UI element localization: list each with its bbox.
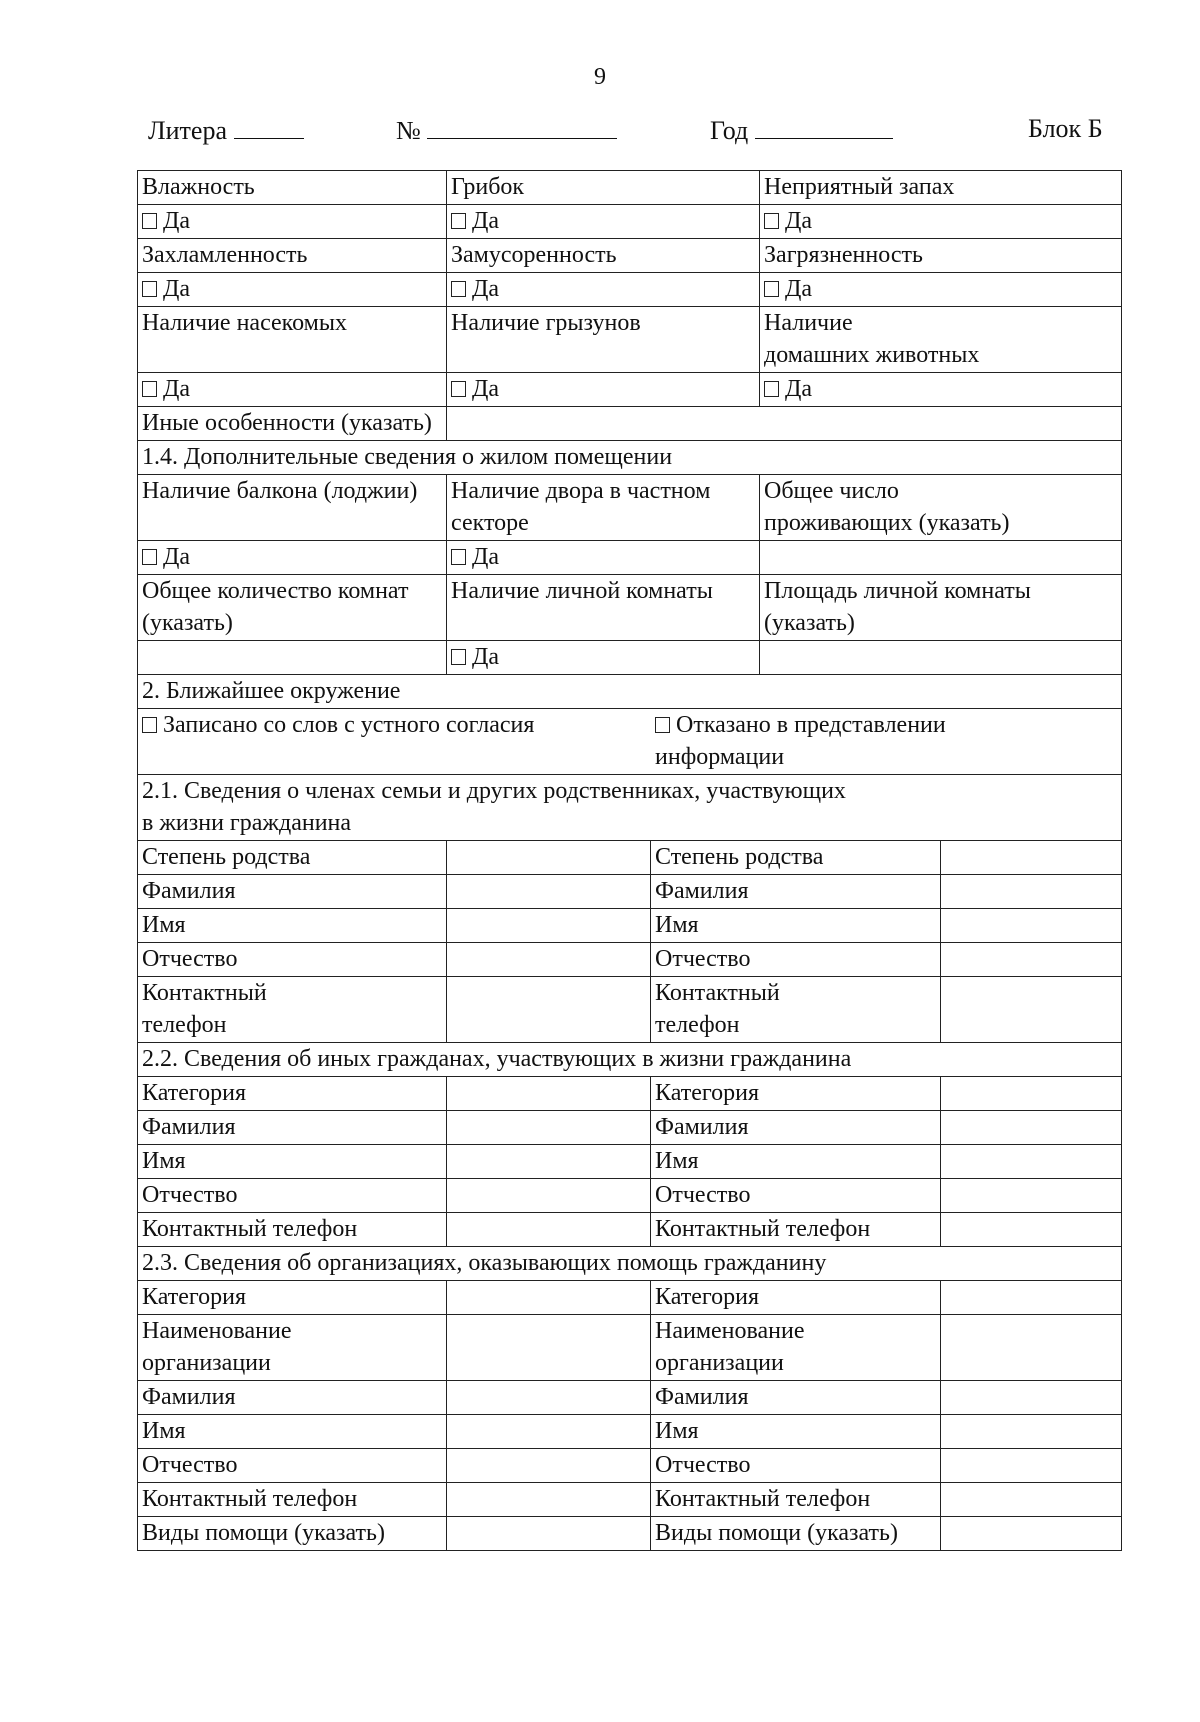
name-label: Имя bbox=[138, 1415, 447, 1449]
table-row bbox=[138, 575, 1122, 641]
name-label: Имя bbox=[651, 1415, 941, 1449]
patronymic-input[interactable] bbox=[941, 1179, 1122, 1213]
pollution-label: Загрязненность bbox=[760, 239, 1122, 273]
table-row bbox=[138, 407, 1122, 441]
phone-input[interactable] bbox=[941, 1483, 1122, 1517]
table-row bbox=[138, 1111, 1122, 1145]
rooms-label: Общее количество комнат (указать) bbox=[138, 575, 447, 641]
pollution-checkbox[interactable]: Да bbox=[760, 273, 1122, 307]
category-input[interactable] bbox=[941, 1281, 1122, 1315]
category-label: Категория bbox=[138, 1281, 447, 1315]
table-row bbox=[138, 641, 1122, 675]
table-row bbox=[138, 1517, 1122, 1551]
table-row bbox=[138, 1043, 1122, 1077]
litera-field bbox=[148, 114, 304, 146]
balcony-label: Наличие балкона (лоджии) bbox=[138, 475, 447, 541]
checkbox-icon bbox=[655, 717, 670, 733]
phone-label: Контактный телефон bbox=[651, 1213, 941, 1247]
room-area-label: Площадь личной комнаты (указать) bbox=[760, 575, 1122, 641]
surname-input[interactable] bbox=[447, 875, 651, 909]
pets-checkbox[interactable]: Да bbox=[760, 373, 1122, 407]
category-label: Категория bbox=[651, 1281, 941, 1315]
checkbox-icon bbox=[451, 549, 466, 565]
clutter-label: Захламленность bbox=[138, 239, 447, 273]
personal-room-checkbox[interactable]: Да bbox=[447, 641, 760, 675]
year-field bbox=[710, 114, 893, 146]
name-label: Имя bbox=[138, 1145, 447, 1179]
name-input[interactable] bbox=[447, 1415, 651, 1449]
surname-label: Фамилия bbox=[138, 1381, 447, 1415]
patronymic-input[interactable] bbox=[447, 943, 651, 977]
phone-input[interactable] bbox=[447, 977, 651, 1043]
year-label: Год bbox=[710, 116, 749, 145]
category-input[interactable] bbox=[447, 1077, 651, 1111]
phone-label: Контактный телефон bbox=[138, 1213, 447, 1247]
table-row bbox=[138, 205, 1122, 239]
section-2-title: 2. Ближайшее окружение bbox=[138, 675, 1122, 709]
table-row bbox=[138, 171, 1122, 205]
litera-input[interactable] bbox=[234, 114, 304, 139]
phone-label: Контактный телефон bbox=[138, 1483, 447, 1517]
surname-input[interactable] bbox=[447, 1111, 651, 1145]
phone-label: Контактный телефон bbox=[651, 1483, 941, 1517]
surname-input[interactable] bbox=[941, 1381, 1122, 1415]
table-row bbox=[138, 541, 1122, 575]
patronymic-input[interactable] bbox=[941, 943, 1122, 977]
org-name-label: Наименование организации bbox=[138, 1315, 447, 1381]
category-label: Категория bbox=[651, 1077, 941, 1111]
page-number: 9 bbox=[594, 64, 606, 90]
section-2-1-title: 2.1. Сведения о членах семьи и других родственниках, участвующих в жизни гражданина bbox=[138, 775, 1122, 841]
table-row bbox=[138, 909, 1122, 943]
patronymic-label: Отчество bbox=[138, 943, 447, 977]
name-input[interactable] bbox=[447, 909, 651, 943]
table-row bbox=[138, 1449, 1122, 1483]
section-1-4-title: 1.4. Дополнительные сведения о жилом помещении bbox=[138, 441, 1122, 475]
name-input[interactable] bbox=[941, 1145, 1122, 1179]
table-row bbox=[138, 239, 1122, 273]
checkbox-icon bbox=[451, 281, 466, 297]
rodents-label: Наличие грызунов bbox=[447, 307, 760, 373]
residents-label: Общее число проживающих (указать) bbox=[760, 475, 1122, 541]
table-row bbox=[138, 1381, 1122, 1415]
section-2-2-title: 2.2. Сведения об иных гражданах, участвующих в жизни гражданина bbox=[138, 1043, 1122, 1077]
patronymic-label: Отчество bbox=[138, 1449, 447, 1483]
table-row bbox=[138, 1281, 1122, 1315]
other-features-label: Иные особенности (указать) bbox=[138, 407, 447, 441]
personal-room-label: Наличие личной комнаты bbox=[447, 575, 760, 641]
clutter-checkbox[interactable]: Да bbox=[138, 273, 447, 307]
litera-label: Литера bbox=[148, 116, 227, 145]
odor-label: Неприятный запах bbox=[760, 171, 1122, 205]
name-label: Имя bbox=[651, 909, 941, 943]
fungus-checkbox[interactable]: Да bbox=[447, 205, 760, 239]
relation-label: Степень родства bbox=[651, 841, 941, 875]
table-row bbox=[138, 1415, 1122, 1449]
phone-input[interactable] bbox=[447, 1213, 651, 1247]
checkbox-icon bbox=[451, 213, 466, 229]
table-row bbox=[138, 307, 1122, 373]
odor-checkbox[interactable]: Да bbox=[760, 205, 1122, 239]
checkbox-icon bbox=[142, 549, 157, 565]
table-row bbox=[138, 1077, 1122, 1111]
room-area-input[interactable] bbox=[760, 641, 1122, 675]
help-types-input[interactable] bbox=[941, 1517, 1122, 1551]
rooms-input[interactable] bbox=[138, 641, 447, 675]
surname-label: Фамилия bbox=[651, 875, 941, 909]
rodents-checkbox[interactable]: Да bbox=[447, 373, 760, 407]
checkbox-icon bbox=[451, 649, 466, 665]
checkbox-icon bbox=[764, 281, 779, 297]
table-row bbox=[138, 1247, 1122, 1281]
table-row bbox=[138, 943, 1122, 977]
patronymic-input[interactable] bbox=[941, 1449, 1122, 1483]
org-name-input[interactable] bbox=[447, 1315, 651, 1381]
surname-label: Фамилия bbox=[138, 1111, 447, 1145]
surname-input[interactable] bbox=[941, 1111, 1122, 1145]
table-row bbox=[138, 475, 1122, 541]
refused-option[interactable]: Отказано в представлении информации bbox=[655, 712, 946, 770]
checkbox-icon bbox=[142, 717, 157, 733]
surname-input[interactable] bbox=[941, 875, 1122, 909]
name-label: Имя bbox=[651, 1145, 941, 1179]
name-input[interactable] bbox=[941, 909, 1122, 943]
consent-options bbox=[138, 709, 1122, 775]
humidity-checkbox[interactable]: Да bbox=[138, 205, 447, 239]
relation-input[interactable] bbox=[941, 841, 1122, 875]
table-row bbox=[138, 675, 1122, 709]
surname-label: Фамилия bbox=[651, 1111, 941, 1145]
patronymic-label: Отчество bbox=[651, 943, 941, 977]
surname-input[interactable] bbox=[447, 1381, 651, 1415]
phone-input[interactable] bbox=[447, 1483, 651, 1517]
phone-input[interactable] bbox=[941, 977, 1122, 1043]
help-types-label: Виды помощи (указать) bbox=[138, 1517, 447, 1551]
relation-label: Степень родства bbox=[138, 841, 447, 875]
number-field bbox=[396, 114, 617, 146]
insects-checkbox[interactable]: Да bbox=[138, 373, 447, 407]
patronymic-label: Отчество bbox=[138, 1179, 447, 1213]
category-input[interactable] bbox=[941, 1077, 1122, 1111]
surname-label: Фамилия bbox=[138, 875, 447, 909]
assessment-form-table bbox=[137, 170, 1122, 1551]
phone-input[interactable] bbox=[941, 1213, 1122, 1247]
residents-input[interactable] bbox=[760, 541, 1122, 575]
table-row bbox=[138, 373, 1122, 407]
pets-label: Наличие домашних животных bbox=[760, 307, 1122, 373]
name-input[interactable] bbox=[447, 1145, 651, 1179]
table-row bbox=[138, 1145, 1122, 1179]
table-row bbox=[138, 1315, 1122, 1381]
checkbox-icon bbox=[142, 381, 157, 397]
category-input[interactable] bbox=[447, 1281, 651, 1315]
table-row bbox=[138, 841, 1122, 875]
org-name-label: Наименование организации bbox=[651, 1315, 941, 1381]
patronymic-label: Отчество bbox=[651, 1179, 941, 1213]
table-row bbox=[138, 273, 1122, 307]
category-label: Категория bbox=[138, 1077, 447, 1111]
checkbox-icon bbox=[764, 213, 779, 229]
yard-label: Наличие двора в частном секторе bbox=[447, 475, 760, 541]
table-row bbox=[138, 1179, 1122, 1213]
checkbox-icon bbox=[451, 381, 466, 397]
table-row bbox=[138, 1483, 1122, 1517]
yard-checkbox[interactable]: Да bbox=[447, 541, 760, 575]
consent-option[interactable]: Записано со слов с устного согласия bbox=[142, 712, 534, 738]
littering-checkbox[interactable]: Да bbox=[447, 273, 760, 307]
patronymic-input[interactable] bbox=[447, 1449, 651, 1483]
table-row bbox=[138, 709, 1122, 775]
humidity-label: Влажность bbox=[138, 171, 447, 205]
form-header bbox=[148, 114, 1110, 148]
insects-label: Наличие насекомых bbox=[138, 307, 447, 373]
table-row bbox=[138, 1213, 1122, 1247]
table-row bbox=[138, 775, 1122, 841]
phone-label: Контактный телефон bbox=[138, 977, 447, 1043]
patronymic-input[interactable] bbox=[447, 1179, 651, 1213]
name-input[interactable] bbox=[941, 1415, 1122, 1449]
help-types-input[interactable] bbox=[447, 1517, 651, 1551]
other-features-input[interactable] bbox=[447, 407, 1122, 441]
org-name-input[interactable] bbox=[941, 1315, 1122, 1381]
checkbox-icon bbox=[142, 281, 157, 297]
patronymic-label: Отчество bbox=[651, 1449, 941, 1483]
littering-label: Замусоренность bbox=[447, 239, 760, 273]
year-input[interactable] bbox=[755, 114, 893, 139]
checkbox-icon bbox=[764, 381, 779, 397]
phone-label: Контактный телефон bbox=[651, 977, 941, 1043]
relation-input[interactable] bbox=[447, 841, 651, 875]
table-row bbox=[138, 977, 1122, 1043]
help-types-label: Виды помощи (указать) bbox=[651, 1517, 941, 1551]
surname-label: Фамилия bbox=[651, 1381, 941, 1415]
number-label: № bbox=[396, 116, 421, 145]
table-row bbox=[138, 441, 1122, 475]
number-input[interactable] bbox=[427, 114, 617, 139]
section-2-3-title: 2.3. Сведения об организациях, оказывающих помощь гражданину bbox=[138, 1247, 1122, 1281]
balcony-checkbox[interactable]: Да bbox=[138, 541, 447, 575]
block-label: Блок Б bbox=[1028, 114, 1103, 143]
checkbox-icon bbox=[142, 213, 157, 229]
table-row bbox=[138, 875, 1122, 909]
fungus-label: Грибок bbox=[447, 171, 760, 205]
name-label: Имя bbox=[138, 909, 447, 943]
